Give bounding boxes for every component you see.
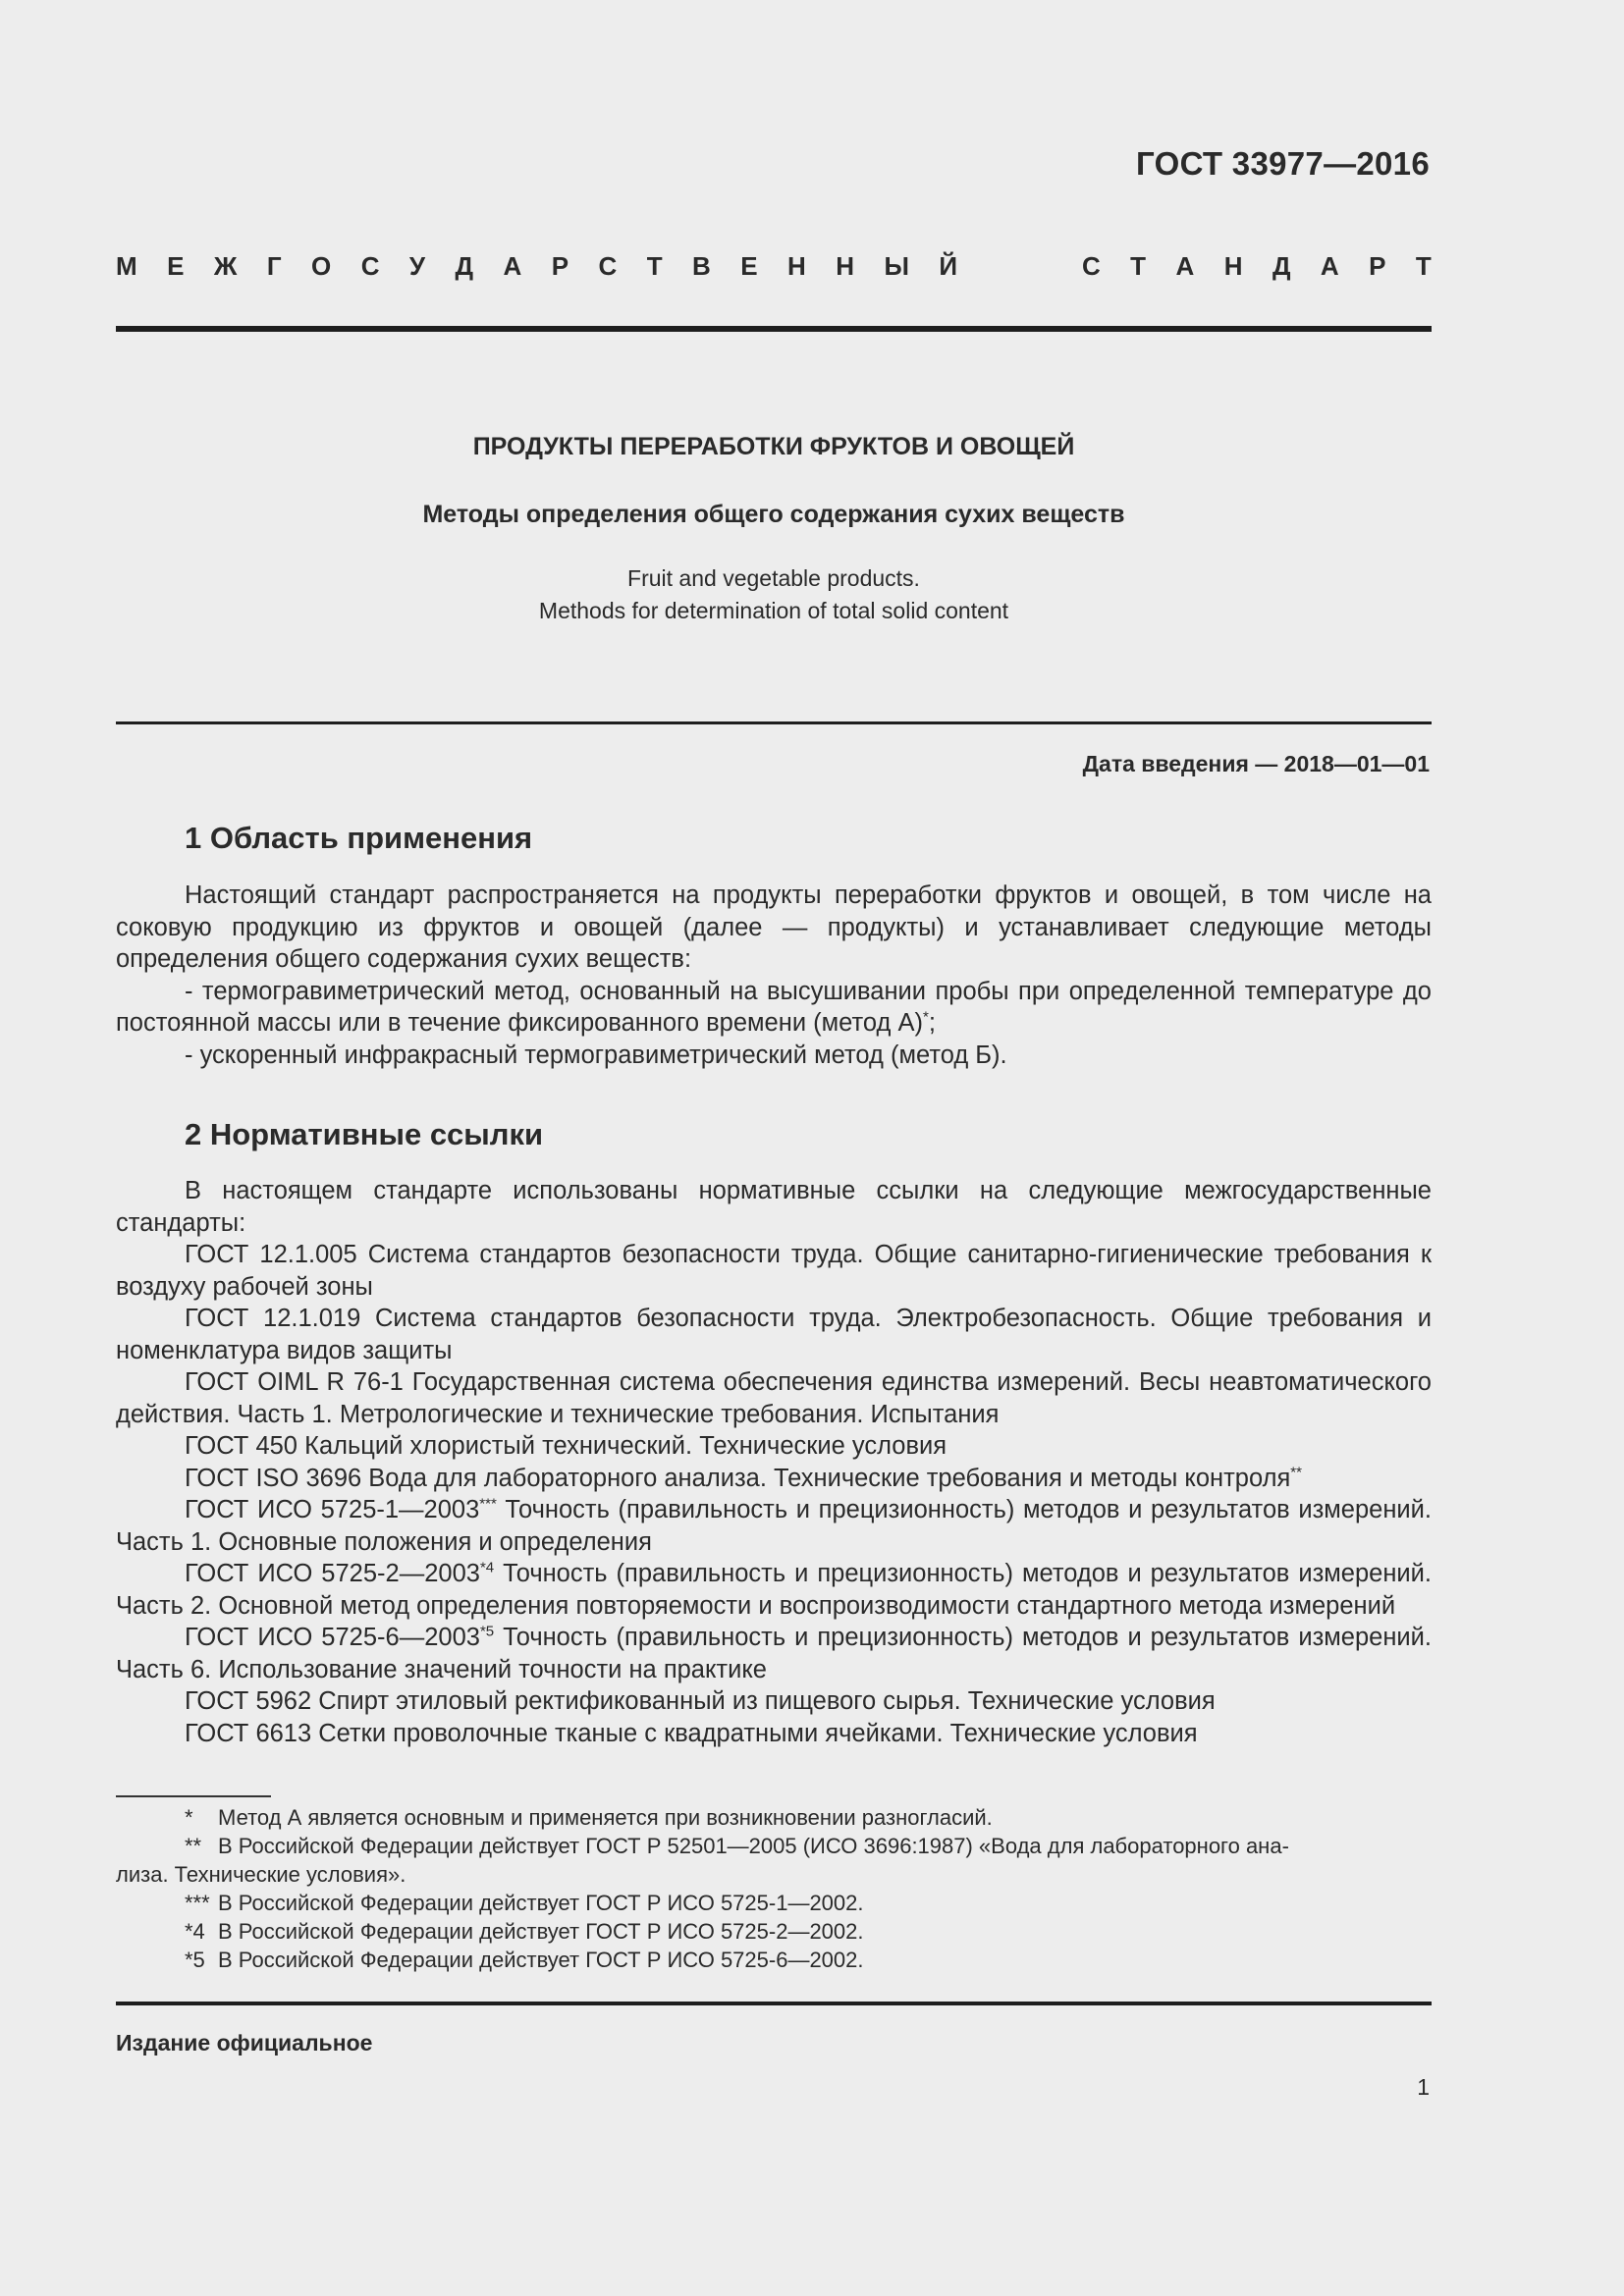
banner-letter: А — [503, 251, 522, 281]
official-edition-label: Издание официальное — [116, 2030, 373, 2056]
english-title — [116, 562, 1432, 627]
reference-code: ГОСТ 5962 — [185, 1687, 312, 1715]
reference-item — [116, 1463, 1432, 1495]
reference-code: ГОСТ 450 — [185, 1432, 298, 1460]
english-title-line: Fruit and vegetable products. — [627, 565, 920, 591]
reference-title: Точность (правильность и прецизионность) методов и результатов измерений. Часть 2. Основной метод определения повторяемости и воспроизводимости стандартного метода измерений — [116, 1560, 1432, 1620]
reference-item — [116, 1239, 1432, 1303]
footnote-marker: *5 — [479, 1623, 495, 1640]
reference-code: ГОСТ OIML R 76-1 — [185, 1368, 404, 1396]
date-of-introduction: Дата введения — 2018—01—01 — [1082, 751, 1430, 776]
footnote-mark: ** — [185, 1834, 202, 1858]
footnote-separator — [116, 1795, 271, 1797]
reference-code: ГОСТ ISO 3696 Вода для лабораторного анализа. Технические требования и методы контроля — [185, 1464, 1291, 1492]
reference-code: ГОСТ 12.1.019 — [185, 1305, 361, 1332]
reference-code: ГОСТ ИСО 5725-6—2003 — [185, 1624, 480, 1651]
reference-title: Сетки проволочные тканые с квадратными ячейками. Технические условия — [311, 1719, 1198, 1747]
reference-title: Государственная система обеспечения единства измерений. Весы неавтоматического действия. Часть 1. Метрологические и технические требования. Испытания — [116, 1368, 1432, 1428]
footnote-marker: * — [923, 1008, 929, 1026]
paragraph: - ускоренный инфракрасный термогравиметрический метод (метод Б). — [185, 1041, 1007, 1069]
footnote — [116, 1917, 1432, 1946]
reference-item — [116, 1558, 1432, 1622]
header-rule — [116, 326, 1432, 332]
footnote-marker: ** — [1290, 1464, 1302, 1480]
banner-letter: Р — [1369, 251, 1386, 281]
reference-code: ГОСТ 6613 — [185, 1719, 312, 1747]
section-2-body — [116, 1175, 1432, 1749]
footnote — [116, 1889, 1432, 1917]
footnote-mark: *5 — [185, 1948, 205, 1972]
reference-item — [116, 1718, 1432, 1750]
banner-letter: Ж — [213, 251, 238, 281]
footnote-mark: *** — [185, 1891, 210, 1915]
reference-title: Точность (правильность и прецизионность) методов и результатов измерений. Часть 1. Основные положения и определения — [116, 1496, 1432, 1556]
footnote — [116, 1803, 1432, 1832]
reference-title: Кальций хлористый технический. Технические условия — [298, 1432, 947, 1460]
banner-letter: Н — [836, 251, 855, 281]
banner-letter: Е — [740, 251, 758, 281]
banner-letter: С — [598, 251, 618, 281]
reference-code: ГОСТ ИСО 5725-1—2003 — [185, 1496, 480, 1523]
banner-letter: Е — [167, 251, 185, 281]
banner-letter: Р — [551, 251, 569, 281]
banner-word-gap — [988, 251, 1053, 282]
paragraph: Настоящий стандарт распространяется на продукты переработки фруктов и овощей, в том числе на соковую продукцию из фруктов и овощей (далее — продукты) и устанавливает следующие методы определения общего содержания сухих веществ: — [116, 881, 1432, 973]
reference-item — [116, 1685, 1432, 1718]
banner-letter: Н — [787, 251, 806, 281]
footnote — [116, 1946, 1432, 1974]
banner-letter: Т — [646, 251, 663, 281]
footnotes — [116, 1803, 1432, 1974]
paragraph-end: ; — [928, 1009, 936, 1037]
footnote-mark: *4 — [185, 1919, 205, 1944]
footnote-text: В Российской Федерации действует ГОСТ Р ИСО 5725-2—2002. — [218, 1919, 864, 1944]
paragraph: В настоящем стандарте использованы нормативные ссылки на следующие межгосударственные стандарты: — [116, 1177, 1432, 1237]
banner-letter: А — [1175, 251, 1195, 281]
section-1-heading: 1 Область применения — [185, 821, 533, 855]
reference-title: Точность (правильность и прецизионность) методов и результатов измерений. Часть 6. Использование значений точности на практике — [116, 1624, 1432, 1683]
footnote-marker: *4 — [479, 1559, 495, 1576]
interstate-standard-banner — [116, 251, 1432, 282]
section-2-heading: 2 Нормативные ссылки — [185, 1117, 544, 1151]
reference-title: Спирт этиловый ректификованный из пищевого сырья. Технические условия — [311, 1687, 1216, 1715]
reference-item — [116, 1494, 1432, 1558]
footnote-text: В Российской Федерации действует ГОСТ Р ИСО 5725-6—2002. — [218, 1948, 864, 1972]
footnote-mark: * — [185, 1805, 193, 1830]
footnote-text: В Российской Федерации действует ГОСТ Р 52501—2005 (ИСО 3696:1987) «Вода для лабораторного ана- — [218, 1834, 1289, 1858]
paragraph — [116, 976, 1432, 1040]
footnote-continuation: лиза. Технические условия». — [116, 1862, 406, 1887]
banner-letter: Г — [266, 251, 282, 281]
reference-code: ГОСТ 12.1.005 — [185, 1241, 357, 1268]
reference-item — [116, 1430, 1432, 1463]
title-rule — [116, 721, 1432, 724]
banner-letter: Н — [1223, 251, 1243, 281]
paragraph-text: - термогравиметрический метод, основанный на высушивании пробы при определенной температуре до постоянной массы или в течение фиксированного времени (метод А) — [116, 977, 1432, 1037]
banner-letter: Д — [1272, 251, 1291, 281]
banner-letter: Ы — [884, 251, 909, 281]
banner-letter: С — [1081, 251, 1101, 281]
document-subtitle: Методы определения общего содержания сухих веществ — [422, 501, 1125, 528]
banner-letter: Й — [939, 251, 958, 281]
reference-code: ГОСТ ИСО 5725-2—2003 — [185, 1560, 480, 1587]
footnote-text: В Российской Федерации действует ГОСТ Р ИСО 5725-1—2002. — [218, 1891, 864, 1915]
footnote-marker: *** — [479, 1495, 497, 1513]
reference-item — [116, 1366, 1432, 1430]
reference-item — [116, 1303, 1432, 1366]
reference-item — [116, 1622, 1432, 1685]
english-title-line: Methods for determination of total solid content — [538, 598, 1009, 623]
reference-title: Система стандартов безопасности труда. Общие санитарно-гигиенические требования к воздуху рабочей зоны — [116, 1241, 1432, 1301]
footer-rule — [116, 2002, 1432, 2005]
reference-title: Система стандартов безопасности труда. Электробезопасность. Общие требования и номенклатура видов защиты — [116, 1305, 1432, 1364]
banner-letter: Т — [1130, 251, 1147, 281]
footnote-text: Метод А является основным и применяется при возникновении разногласий. — [218, 1805, 993, 1830]
standard-number: ГОСТ 33977—2016 — [1136, 145, 1430, 182]
banner-letter: А — [1320, 251, 1339, 281]
banner-letter: М — [116, 251, 137, 281]
banner-letter: Т — [1415, 251, 1432, 281]
document-title: ПРОДУКТЫ ПЕРЕРАБОТКИ ФРУКТОВ И ОВОЩЕЙ — [472, 433, 1075, 460]
section-1-body — [116, 880, 1432, 1071]
footnote — [116, 1832, 1432, 1860]
banner-letter: Д — [455, 251, 474, 281]
banner-letter: С — [360, 251, 380, 281]
page-number: 1 — [1417, 2074, 1430, 2100]
banner-letter: В — [692, 251, 711, 281]
banner-letter: О — [311, 251, 332, 281]
banner-letter: У — [408, 251, 426, 281]
